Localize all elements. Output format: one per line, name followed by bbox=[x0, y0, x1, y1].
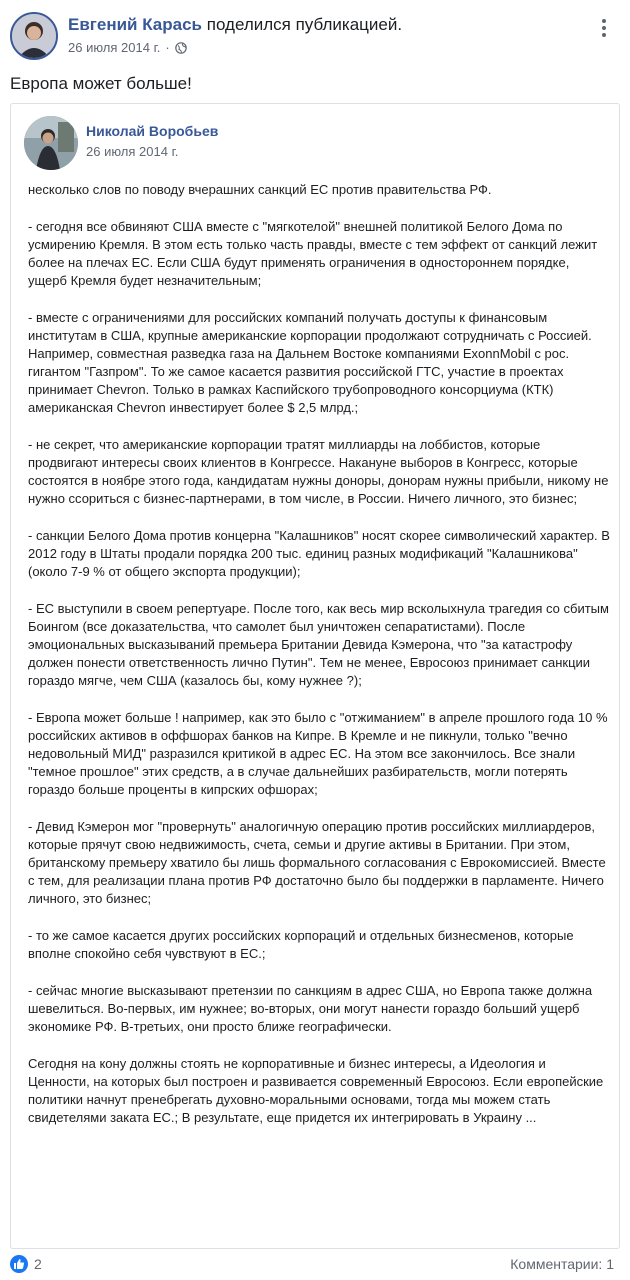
shared-author-avatar[interactable] bbox=[24, 116, 78, 170]
author-name-link[interactable]: Евгений Карась bbox=[68, 15, 202, 34]
date-separator: · bbox=[165, 40, 170, 55]
likes-count: 2 bbox=[34, 1256, 42, 1272]
shared-post-card bbox=[10, 103, 620, 1249]
globe-icon bbox=[175, 42, 187, 54]
paragraph: - сейчас многие высказывают претензии по санкциям в адрес США, но Европа также должна шевелиться. Во-первых, им нужнее; во-вторых, они могут нанести гораздо больший ущерб экономике РФ. В-третьих, они просто ближе географически. bbox=[28, 983, 593, 1034]
likes-summary[interactable] bbox=[10, 1255, 42, 1273]
paragraph: несколько слов по поводу вчерашних санкций ЕС против правительства РФ. bbox=[28, 182, 492, 197]
avatar-image bbox=[12, 14, 56, 58]
paragraph: - то же самое касается других российских корпораций и отдельных бизнесменов, которые вполне спокойно себя чувствуют в ЕС.; bbox=[28, 928, 574, 961]
avatar[interactable] bbox=[10, 12, 58, 60]
paragraph: - не секрет, что американские корпорации тратят миллиарды на лоббистов, которые продвигают интересы своих клиентов в Конгрессе. Накануне выборов в Конгресс, которые состоятся в ноябре этого года, кандидатам нужны доноры, донорам нужны прибыли, никому не нужно ссориться с бизнес-партнерами, в том числе, в России. Ничего личного, это бизнес; bbox=[28, 437, 609, 506]
more-options-icon[interactable] bbox=[592, 16, 616, 40]
post-header bbox=[10, 12, 620, 62]
paragraph: - сегодня все обвиняют США вместе с "мягкотелой" внешней политикой Белого Дома по усмирению Кремля. В этом есть только часть правды, вместе с тем эффект от санкций лежит более на плечах ЕС. Если США будут применять ограничения в одностороннем порядке, ущерб Кремля будет незначительным; bbox=[28, 219, 598, 288]
paragraph: - вместе с ограничениями для российских компаний получать доступы к финансовым институтам в США, крупные американские корпорации продолжают сотрудничать с Россией. Например, совместная разведка газа на Дальнем Востоке компаниями ExonnMobil с рос. гигантом "Газпром". То же самое касается развития российской ГТС, участие в проектах принимает Chevron. Только в рамках Каспийского трубопроводного консорциума (КТК) американская Chevron инвестирует более $ 2,5 млрд.; bbox=[28, 310, 592, 415]
shared-post-date[interactable]: 26 июля 2014 г. bbox=[86, 144, 179, 159]
paragraph: Сегодня на кону должны стоять не корпоративные и бизнес интересы, а Идеология и Ценности, на которых был построен и развивается современный Евросоюз. Если европейские политики начнут пренебрегать духовно-моральными основами, тогда мы можем стать свидетелями заката ЕС.; В результате, еще придется их интегрировать в Украину ... bbox=[28, 1056, 604, 1125]
shared-publication-text: поделился публикацией. bbox=[206, 15, 403, 34]
shared-author-name-link[interactable]: Николай Воробьев bbox=[86, 123, 219, 139]
paragraph: - Девид Кэмерон мог "провернуть" аналогичную операцию против российских миллиардеров, которые прячут свою недвижимость, счета, семьи и другие активы в Британии. При этом, британскому премьеру хватило бы лишь формального согласования с Еврокомиссией. Вместе с тем, для реализации плана против РФ достаточно было бы поддержки в парламенте. Ничего личного, это бизнес; bbox=[28, 819, 606, 906]
comments-count-link[interactable]: Комментарии: 1 bbox=[510, 1256, 614, 1272]
shared-post-body bbox=[28, 181, 610, 1146]
post-footer bbox=[10, 1254, 620, 1276]
shared-post-header bbox=[24, 116, 604, 172]
paragraph: - Европа может больше ! например, как это было с "отжиманием" в апреле прошлого года 10 % российских активов в оффшорах банков на Кипре. В Кремле и не пикнули, только "вечно недовольный МИД" разразился критикой в адрес ЕС. На этом все закончилось. Все знали "темное прошлое" этих средств, а в случае дальнейших разбирательств, могли потерять гораздо больше проценты в кипрских офшорах; bbox=[28, 710, 608, 797]
shared-avatar-image bbox=[24, 116, 78, 170]
like-thumb-icon bbox=[10, 1255, 28, 1273]
paragraph: - ЕС выступили в своем репертуаре. После того, как весь мир всколыхнула трагедия со сбитым Боингом (все доказательства, что самолет был уничтожен сепаратистами). После эмоциональных высказываний премьера Британии Девида Кэмерона, что "за катастрофу должен понести ответственность лично Путин". Тем не менее, Евросоюз принимает санкции гораздо мягче, чем США (казалось бы, кому нужнее ?); bbox=[28, 601, 609, 688]
post-date[interactable]: 26 июля 2014 г. bbox=[68, 40, 161, 55]
post-message: Европа может больше! bbox=[10, 74, 192, 93]
paragraph: - санкции Белого Дома против концерна "Калашников" носят скорее символический характер. В 2012 году в Штаты продали порядка 200 тыс. единиц разных модификаций "Калашникова" (около 7-9 % от общего экспорта продукции); bbox=[28, 528, 610, 579]
